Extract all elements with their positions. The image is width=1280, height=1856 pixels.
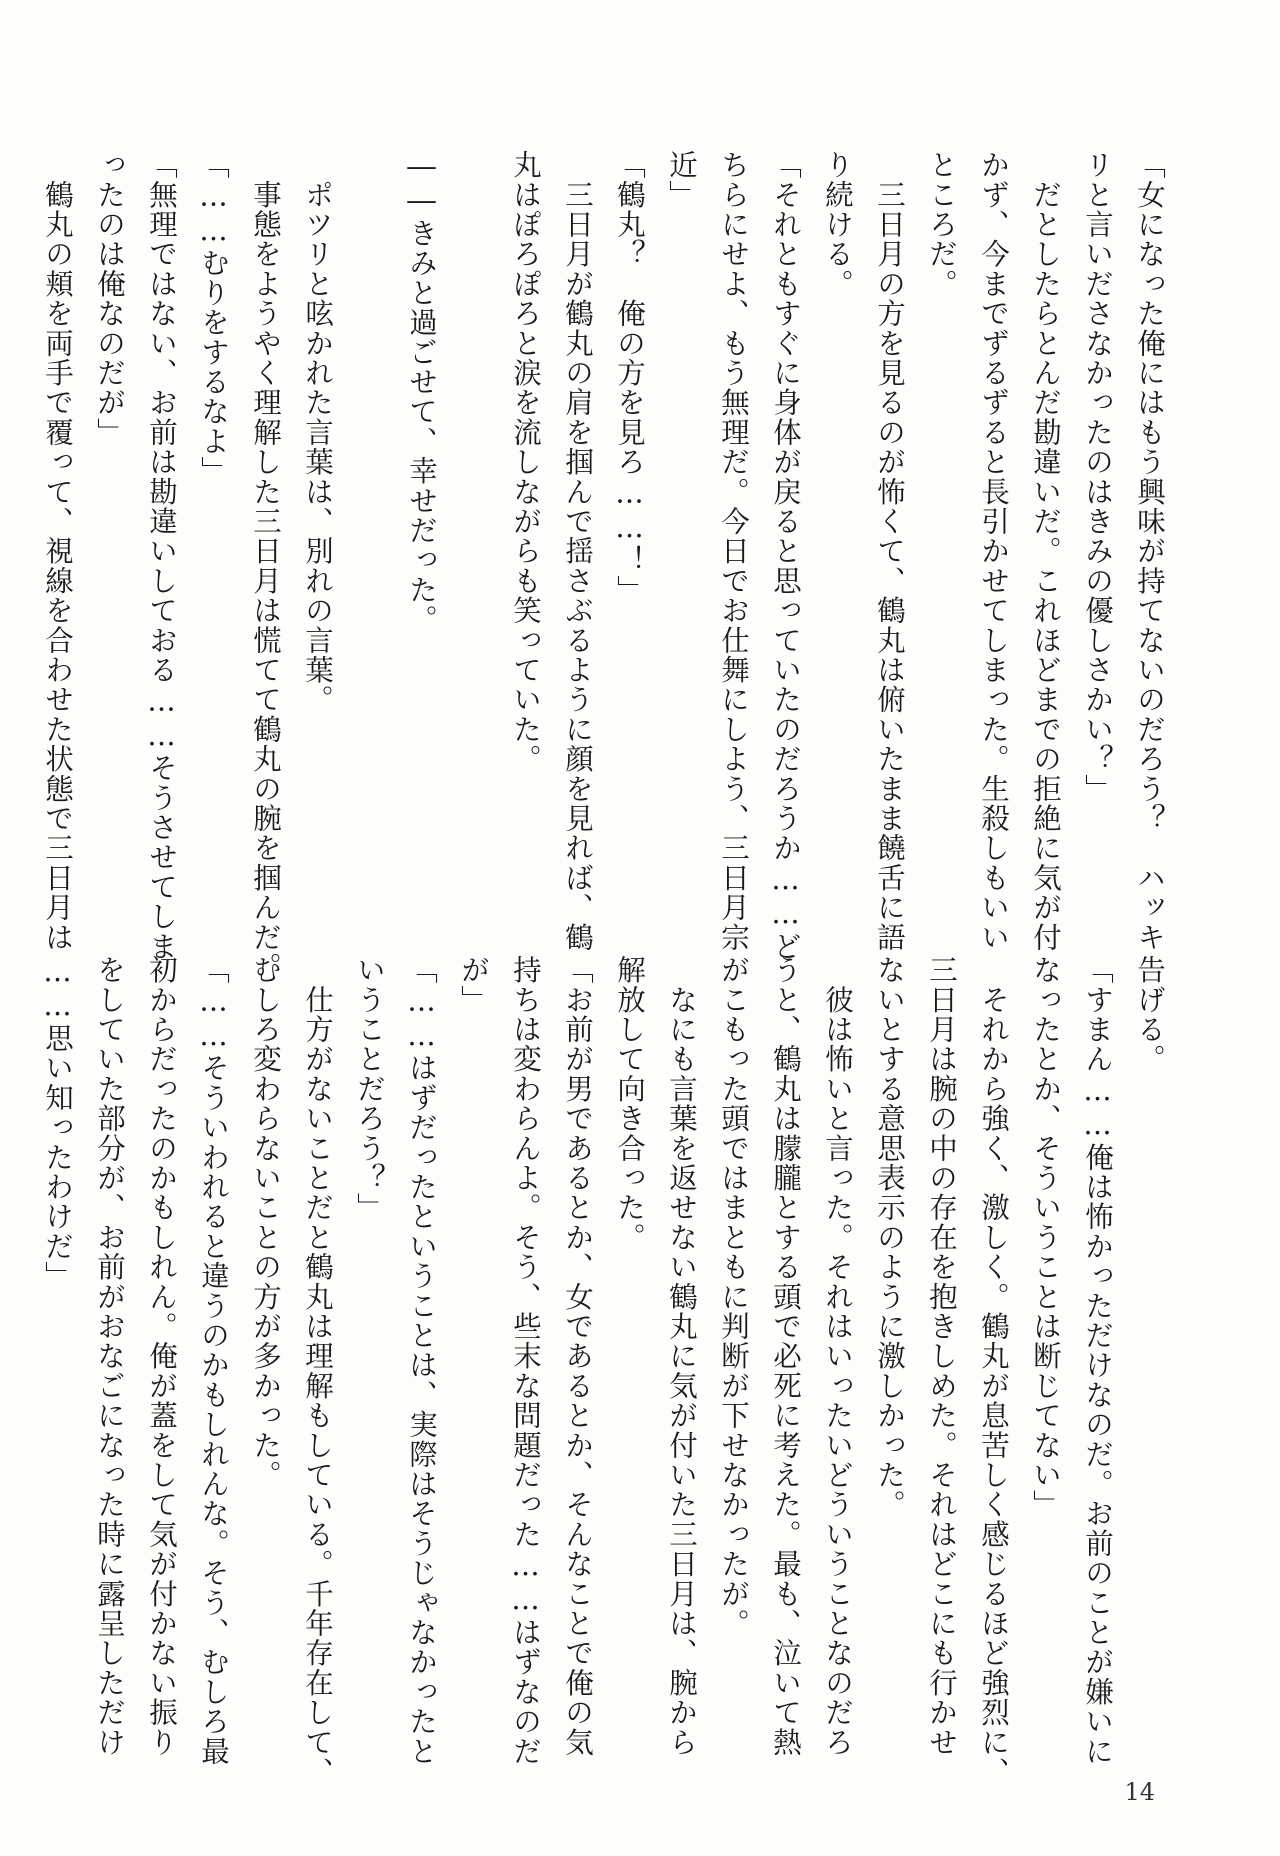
text-line: ちらにせよ、もう無理だ。今日でお仕舞にしよう、三日月宗 (717, 150, 750, 952)
text-line: 持ちは変わらんよ。そう、些末な問題だった……はずなのだ (509, 955, 542, 1766)
text-line: 三日月は腕の中の存在を抱きしめた。それはどこにも行かせ (925, 955, 958, 1757)
text-line: 「それともすぐに身体が戻ると思っていたのだろうか……ど (769, 150, 802, 961)
text-line: 近」 (665, 150, 698, 210)
text-line: それから強く、激しく。鶴丸が息苦しく感じるほど強烈に、 (977, 955, 1010, 1787)
text-line: リと言いださなかったのはきみの優しさかい？」 (1081, 150, 1114, 804)
text-line: 告げる。 (1133, 955, 1166, 1074)
text-line: かず、今までずるずると長引かせてしまった。生殺しもいい (977, 150, 1010, 952)
blank-line (447, 150, 499, 890)
text-line: 初からだったのかもしれん。俺が蓋をして気が付かない振り (145, 955, 178, 1757)
text-line: 「鶴丸？ 俺の方を見ろ……！」 (613, 150, 646, 605)
text-line: 「女になった俺にはもう興味が持てないのだろう？ ハッキ (1133, 150, 1166, 952)
text-line: をしていた部分が、お前がおなごになった時に露呈しただけ (93, 955, 126, 1757)
text-line: なったとか、そういうことは断じてない」 (1029, 955, 1062, 1520)
text-line: ――きみと過ごせて、幸せだった。 (405, 150, 438, 635)
text-line: 「すまん……俺は怖かっただけなのだ。お前のことが嫌いに (1081, 955, 1114, 1766)
text-line: 鶴丸の頬を両手で覆って、視線を合わせた状態で三日月は (41, 150, 74, 952)
text-line: いうことだろう？」 (353, 955, 386, 1223)
text-line: 解放して向き合った。 (613, 955, 646, 1252)
text-line: 丸はぽろぽろと涙を流しながらも笑っていた。 (509, 150, 542, 774)
lower-text-block (41, 955, 1175, 1787)
text-line: り続ける。 (821, 150, 854, 299)
blank-line (343, 150, 395, 890)
text-line: 「無理ではない、お前は勘違いしておる……そうさせてしま (145, 150, 178, 961)
text-line: 三日月が鶴丸の肩を掴んで揺さぶるように顔を見れば、鶴 (561, 150, 594, 952)
text-line: ところだ。 (925, 150, 958, 299)
text-line: 彼は怖いと言った。それはいったいどういうことなのだろ (821, 955, 854, 1757)
text-line: 「……そういわれると違うのかもしれんな。そう、むしろ最 (197, 955, 230, 1766)
text-line: 三日月の方を見るのが怖くて、鶴丸は俯いたまま饒舌に語 (873, 150, 906, 952)
text-line: ポツリと呟かれた言葉は、別れの言葉。 (301, 150, 334, 715)
text-line: なにも言葉を返せない鶴丸に気が付いた三日月は、腕から (665, 955, 698, 1757)
text-line: 仕方がないことだと鶴丸は理解もしている。千年存在して、 (301, 955, 334, 1787)
text-line: 「……むりをするなよ」 (197, 150, 230, 486)
text-line: がこもった頭ではまともに判断が下せなかったが。 (717, 955, 750, 1639)
text-line: だとしたらとんだ勘違いだ。これほどまでの拒絶に気が付 (1029, 150, 1062, 952)
text-line: ……思い知ったわけだ」 (41, 955, 74, 1291)
text-line: 事態をようやく理解した三日月は慌てて鶴丸の腕を掴んだ。 (249, 150, 282, 982)
text-line: 「……はずだったということは、実際はそうじゃなかったと (405, 955, 438, 1766)
upper-text-block (41, 150, 1175, 982)
page-number: 14 (1124, 1778, 1155, 1806)
text-line: ったのは俺なのだが」 (93, 150, 126, 447)
text-line: 「お前が男であるとか、女であるとか、そんなことで俺の気 (561, 955, 594, 1757)
text-line: むしろ変わらないことの方が多かった。 (249, 955, 282, 1490)
text-line: ないとする意思表示のように激しかった。 (873, 955, 906, 1520)
text-line: が」 (457, 955, 490, 1015)
text-line: うと、鶴丸は朦朧とする頭で必死に考えた。最も、泣いて熱 (769, 955, 802, 1757)
